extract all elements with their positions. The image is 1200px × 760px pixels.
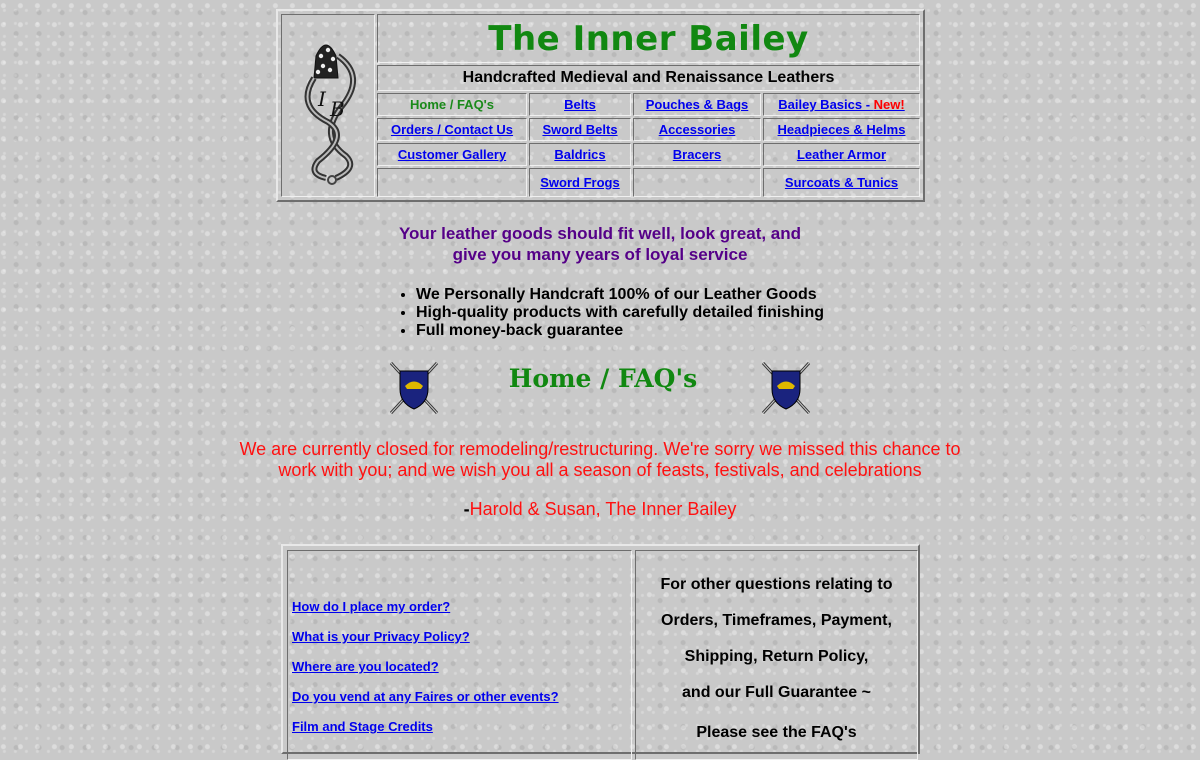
faq-links-cell: [287, 550, 632, 760]
faq-table: [281, 544, 920, 754]
nav-cell-home: [377, 93, 527, 116]
nav-link-pouches[interactable]: Pouches & Bags: [645, 97, 749, 112]
thimble-ribbon-logo-icon: [288, 26, 368, 186]
nav-cell-belts: [529, 93, 631, 116]
notice-line-2: work with you; and we wish you all a season of feasts, festivals, and celebrations: [278, 460, 922, 480]
nav-link-sword-belts[interactable]: Sword Belts: [542, 122, 618, 137]
site-title: The Inner Bailey: [488, 18, 809, 59]
tagline-line-2: give you many years of loyal service: [452, 245, 748, 264]
notice-line-1: We are currently closed for remodeling/restructuring. We're sorry we missed this chance to: [239, 439, 961, 459]
nav-cell-empty-2: [633, 168, 761, 197]
list-item: [292, 629, 559, 659]
tagline: [0, 223, 1200, 265]
nav-cell-headpieces: [763, 118, 920, 141]
nav-link-surcoats[interactable]: Surcoats & Tunics: [784, 175, 899, 190]
nav-home-current: Home / FAQ's: [410, 97, 494, 112]
nav-link-baldrics[interactable]: Baldrics: [554, 147, 606, 162]
nav-cell-sword-belts: [529, 118, 631, 141]
faq-link-location[interactable]: Where are you located?: [292, 659, 439, 674]
nav-cell-bracers: [633, 143, 761, 166]
title-cell: [377, 14, 920, 63]
new-badge: New!: [873, 97, 905, 112]
faq-info-line-3: Shipping, Return Policy,: [684, 648, 869, 665]
nav-link-bracers[interactable]: Bracers: [672, 147, 722, 162]
svg-text:I: I: [318, 86, 326, 111]
crossed-swords-shield-icon: [385, 359, 443, 417]
list-item: [292, 659, 559, 689]
nav-cell-gallery: [377, 143, 527, 166]
nav-link-orders[interactable]: Orders / Contact Us: [390, 122, 514, 137]
signoff: [0, 499, 1200, 520]
nav-cell-baldrics: [529, 143, 631, 166]
faq-info-line-2: Orders, Timeframes, Payment,: [661, 612, 892, 629]
nav-cell-pouches: [633, 93, 761, 116]
faq-info-line-5: Please see the FAQ's: [696, 724, 857, 741]
faq-link-credits[interactable]: Film and Stage Credits: [292, 719, 433, 734]
logo-cell: [281, 14, 375, 197]
nav-cell-accessories: [633, 118, 761, 141]
nav-cell-surcoats: [763, 168, 920, 197]
faq-info-line-1: For other questions relating to: [660, 576, 893, 593]
nav-cell-basics: [763, 93, 920, 116]
list-item: • Full money-back guarantee: [416, 322, 824, 340]
list-item: [292, 599, 559, 629]
nav-link-headpieces[interactable]: Headpieces & Helms: [777, 122, 906, 137]
header-table: [276, 9, 925, 202]
tagline-line-1: Your leather goods should fit well, look great, and: [398, 224, 802, 243]
feature-list: [398, 286, 824, 340]
nav-link-belts[interactable]: Belts: [564, 97, 596, 112]
faq-info-cell: [635, 550, 918, 760]
crossed-swords-shield-icon: [757, 359, 815, 417]
signoff-text: Harold & Susan, The Inner Bailey: [469, 499, 737, 519]
nav-cell-armor: [763, 143, 920, 166]
faq-link-privacy[interactable]: What is your Privacy Policy?: [292, 629, 470, 644]
signoff-dash: -: [463, 499, 470, 519]
page-title: Home / FAQ's: [508, 364, 698, 393]
svg-text:B: B: [330, 96, 345, 121]
nav-link-armor[interactable]: Leather Armor: [796, 147, 887, 162]
nav-link-frogs[interactable]: Sword Frogs: [540, 175, 620, 190]
nav-basics-label: Bailey Basics -: [778, 97, 874, 112]
site-subtitle: Handcrafted Medieval and Renaissance Leathers: [462, 69, 835, 86]
list-item: [292, 719, 559, 749]
list-item: [292, 689, 559, 719]
list-item: • High-quality products with carefully detailed finishing: [416, 304, 824, 322]
faq-link-order[interactable]: How do I place my order?: [292, 599, 451, 614]
nav-link-basics[interactable]: [778, 97, 904, 112]
nav-cell-empty-1: [377, 168, 527, 197]
closure-notice: [0, 439, 1200, 481]
faq-link-faires[interactable]: Do you vend at any Faires or other events?: [292, 689, 559, 704]
nav-link-accessories[interactable]: Accessories: [658, 122, 736, 137]
faq-link-list: [292, 599, 559, 749]
nav-link-gallery[interactable]: Customer Gallery: [397, 147, 507, 162]
faq-info-line-4: and our Full Guarantee ~: [682, 684, 871, 701]
subtitle-cell: [377, 65, 920, 91]
list-item: • We Personally Handcraft 100% of our Leather Goods: [416, 286, 824, 304]
nav-cell-frogs: [529, 168, 631, 197]
nav-cell-orders: [377, 118, 527, 141]
